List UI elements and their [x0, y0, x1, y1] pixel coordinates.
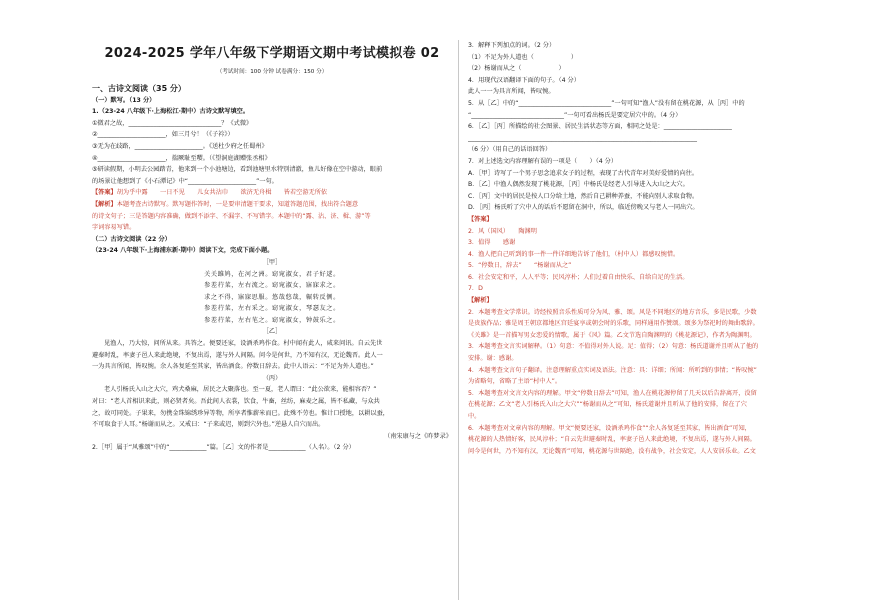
question-text: “______________________________”一句可看出杨氏是要定居穴中的。（4 分）	[468, 111, 682, 119]
analysis-line: 字词容易写错。	[92, 224, 136, 232]
poem-line: 求之不得，寤寐思服。悠哉悠哉，辗转反侧。	[204, 293, 340, 301]
question-heading: （23-24 八年级下·上海浦东新·期中）阅读下文，完成下面小题。	[92, 247, 274, 255]
poem-line: 参差荇菜，左右采之。窈窕淑女，琴瑟友之。	[204, 305, 340, 313]
option-item: B．［乙］中渔人偶然发现了桃花源，［丙］中杨氏是经老人引导进入大山之大穴。	[468, 181, 689, 189]
analysis-line: 桃花源的人热情好客，民风淳朴；“自云先世避秦时乱，率妻子邑人来此绝境，不复出焉，遂与外人间隔。	[468, 436, 756, 444]
passage-text: 不可取食于人耳。”杨谢而从之。又戒曰：“子来或迟，则到穴外也。”逆悬人自穴而出。	[92, 421, 325, 429]
answer-item: 3．值得 感谢	[468, 239, 516, 247]
column-divider	[458, 40, 459, 600]
answer-item: 4．渔人把自己听到的事一件一件详细地告诉了他们，（村中人）都感叹惋惜。	[468, 250, 680, 258]
analysis-label: 【解析】	[468, 297, 493, 305]
question-text: 2.［甲］属于“风雅颂”中的“____________”篇。［乙］文的作者是____________（人名）。（2 分）	[92, 444, 355, 452]
answer-item: 6．社会安定和平，人人平等；民风淳朴；人们过着自由快乐、自给自足的生活。	[468, 273, 689, 281]
question-text: 4．用现代汉语翻译下面的句子。（4 分）	[468, 76, 580, 84]
fill-item: ③无为在歧路，______________________。《送杜少府之任蜀州》	[92, 142, 268, 150]
sentence-text: 此人一一为具言所闻，皆叹惋。	[468, 88, 555, 96]
option-item: D．［丙］杨氏听了穴中人的话后不愿留在洞中，所以，临近傍晚又与老人一同出穴。	[468, 204, 699, 212]
answer-line	[92, 187, 452, 199]
fill-item: ①微君之故，______________________________？《式微》	[92, 119, 253, 127]
analysis-line: 6．本题考查对文章内容的理解。甲文“便要还家，设酒杀鸡作食”“余人各复延至其家，皆出酒食”可知，	[468, 424, 751, 432]
subsection-heading: （一）默写。（13 分）	[92, 96, 156, 104]
poem-line: 参差荇菜，左右芼之。窈窕淑女，钟鼓乐之。	[204, 316, 340, 324]
question-text: 6．［乙］［丙］所描绘的社会图景、居民生活状态等方面，相同之处是：______________________	[468, 123, 732, 131]
passage-label: （丙）	[262, 374, 282, 382]
analysis-line: 4．本题考查文言句子翻译。注意理解重点实词及语法。注意：具：详细；所闻：所听到的事情；“皆叹惋”	[468, 366, 757, 374]
fill-item: ④______________________，揣厥耻至嘤。（《望洞庭湖赠张丞相》	[92, 154, 271, 162]
question-text: （6 分）（用自己的话语回答）	[468, 146, 552, 154]
subsection-heading: （二）古诗文阅读（22 分）	[92, 235, 171, 243]
answer-text: 胡为乎中露 一日不见 儿女共沾巾 欲济无舟楫 皆若空游无所依	[116, 189, 328, 197]
answer-label: 【答案】	[92, 189, 117, 197]
left-column	[92, 40, 452, 454]
analysis-line: 是贵族作品；雅是周王朝京都地区宫廷宴享或朝会时的乐歌，同样通用作赞颂。颂多为祭祀时的舞曲歌辞。	[468, 320, 759, 328]
sub-question: （1）不足为外人道也（ ）	[468, 53, 578, 61]
answer-item: 5．“停数日，辞去” “杨谢而从之”	[468, 262, 572, 270]
analysis-line: 为省略句，省略了主语“村中人”。	[468, 378, 562, 386]
answer-item: 2．风（国风） 陶渊明	[468, 227, 537, 235]
analysis-line: 5．本题考查对文言文内容的理解。甲文“停数日辞去”可知，渔人在桃花源停留了几天以后告辞离开，没留	[468, 389, 757, 397]
option-item: C．［丙］文中的居民是按人口分给土地，然后自己耕种养蚕，不能向别人求取食物。	[468, 192, 699, 200]
question-text: 5．从［乙］中的“______________________________”一句可知“渔人”没有留在桃花源，从［丙］中的	[468, 99, 745, 107]
answer-label: 【答案】	[468, 215, 493, 223]
section-heading: 一、古诗文阅读（35 分）	[92, 83, 186, 93]
poem-line: 关关雎鸠，在河之洲。窈窕淑女，君子好逑。	[204, 270, 340, 278]
question-text: 7．对上述选文内容理解有误的一项是（ ）（4 分）	[468, 157, 618, 165]
passage-text: 避秦时乱，率妻子邑人来此绝境，不复出焉，遂与外人间隔。问今是何世，乃不知有汉，无论魏晋。此人一	[92, 351, 383, 359]
question-heading: 1.（23-24 八年级下·上海松江·期中）古诗文默写填空。	[92, 108, 250, 116]
analysis-line: 《关雎》是一首描写男女恋爱的情歌，属于《风》篇。乙文节选自陶渊明的《桃花源记》，作者为陶渊明。	[468, 331, 756, 339]
analysis-line: 的诗文句子；三是答题内容准确，做到不添字、不漏字、不写错字。本题中的“露、沾、济、楫、游”等	[92, 212, 371, 220]
question-text: 3．解释下列加点的词。（2 分）	[468, 42, 556, 49]
analysis-text: 本题考查古诗默写。默写题作答时，一是要审清题干要求，知道答题范围，找出符合题意	[116, 200, 359, 208]
answer-blank: __________________________________________________________________________	[468, 134, 697, 142]
passage-label: ［甲］	[262, 258, 282, 266]
answer-item: 7．D	[468, 285, 483, 293]
analysis-line: 在桃花源；乙文“老人引杨氏入山之大穴”“杨谢而从之”可知，杨氏道谢并且听从了他的安排，留在了穴	[468, 401, 747, 409]
passage-text: 对曰：“老人首相识来此，则必贤者矣。吾此间人衣裳，饮食，牛畜，丝纺，麻麦之属，皆不私藏，与众共	[92, 398, 380, 406]
passage-text: 一为具言所闻，皆叹惋。余人各复延至其家，皆出酒食。停数日辞去。此中人语云：“不足为外人道也。”	[92, 363, 374, 371]
analysis-line	[92, 199, 452, 211]
sub-question: （2）杨谢而从之（ ）	[468, 65, 565, 73]
passage-label: ［乙］	[262, 328, 282, 336]
exam-info: （考试时间：100 分钟 试卷满分：150 分）	[216, 69, 328, 75]
analysis-label: 【解析】	[92, 200, 117, 208]
scene-text: ⑤研读假期，小明去公园踏青，他来到一个小池塘边，看到池塘里水特别清澈，鱼儿好像在空中游动，眼前	[92, 166, 383, 174]
scene-text: 的场景让他想到了《小石潭记》中“______________________”一句。	[92, 177, 278, 185]
right-column	[468, 40, 828, 457]
analysis-line: 安排。谢：感谢。	[468, 355, 518, 363]
option-item: A．［甲］诗写了一个男子思念追求女子的过程，表现了古代青年对美好爱情的向往。	[468, 169, 699, 177]
analysis-line: 中。	[468, 413, 481, 420]
poem-line: 参差荇菜，左右流之。窈窕淑女，寤寐求之。	[204, 282, 340, 290]
passage-text: 之，故可同处。子果来，勿携金珠锦绣珍异等物，所享者惟薪米而已。此殊不劳也。惟计口授地，以耕以蚕，	[92, 409, 389, 417]
passage-source: （南宋康与之《昨梦录》	[383, 432, 452, 440]
page-title: 2024-2025 学年八年级下学期语文期中考试模拟卷 02	[104, 46, 440, 61]
fill-item: ②______________________，如三月兮！（《子衿》）	[92, 131, 234, 139]
passage-text: 见渔人，乃大惊，问所从来。具答之。便要还家，设酒杀鸡作食。村中闻有此人，咸来问讯。自云先世	[104, 340, 383, 348]
analysis-line: 问今是何世，乃不知有汉，无论魏晋”可知，桃花源与世隔绝，没有战争，社会安定，人人安居乐业。乙文	[468, 447, 756, 455]
analysis-line: 2．本题考查文学常识。诗经按照音乐性质可分为风、雅、颂。风是不同地区的地方音乐，多是民歌，少数	[468, 308, 757, 316]
analysis-line: 3．本题考查文言实词解释。（1）句意：不值得对外人说。足：值得；（2）句意：杨氏道谢并且听从了他的	[468, 343, 759, 351]
passage-text: 老人引杨氏入山之大穴，鸡犬桑麻，居民之大聚落也。至一夏，老人谓曰：“此公欲来，能相容否？”	[104, 386, 377, 394]
